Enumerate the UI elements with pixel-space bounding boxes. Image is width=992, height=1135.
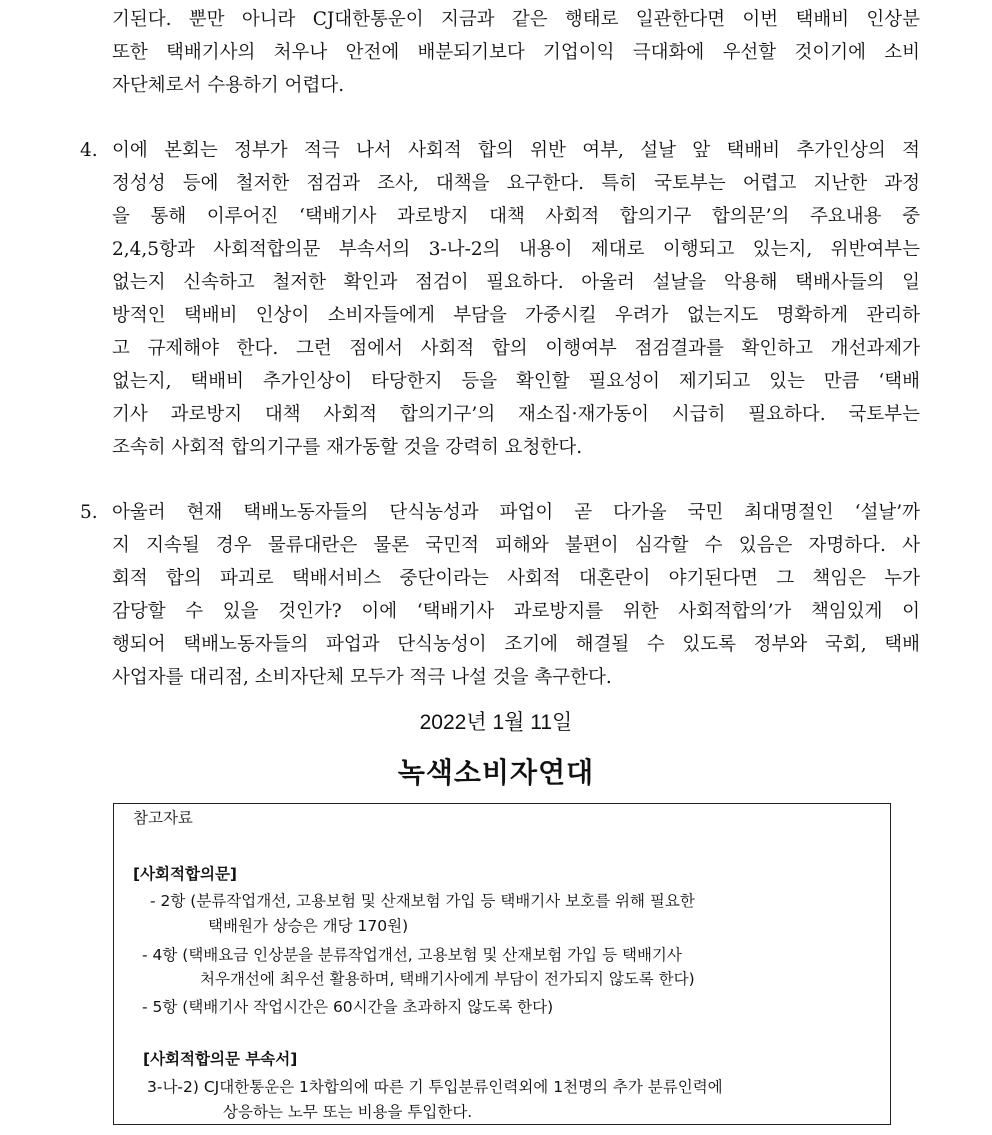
item-5-line: 사업자를 대리점, 소비자단체 모두가 적극 나설 것을 촉구한다. [112, 667, 612, 688]
reference-line: - 2항 (분류작업개선, 고용보험 및 산재보험 가입 등 택배기사 보호를 위해 필요한 [150, 892, 695, 910]
item-5-line: 감당할 수 있을 것인가? 이에 ‘택배기사 과로방지를 위한 사회적합의’가 책임있게 이 [112, 601, 920, 622]
reference-line: 처우개선에 최우선 활용하며, 택배기사에게 부담이 전가되지 않도록 한다) [200, 970, 695, 988]
item-4-line: 고 규제해야 한다. 그런 점에서 사회적 합의 이행여부 점검결과를 확인하고 개선과제가 [112, 338, 920, 359]
reference-box [113, 803, 891, 1125]
issue-date: 2022년 1월 11일 [419, 711, 573, 734]
item-4-line: 기사 과로방지 대책 사회적 합의기구’의 재소집·재가동이 시급히 필요하다. 국토부는 [112, 404, 920, 425]
item-4-line: 2,4,5항과 사회적합의문 부속서의 3-나-2의 내용이 제대로 이행되고 있는지, 위반여부는 [112, 239, 920, 260]
item-4-line: 이에 본회는 정부가 적극 나서 사회적 합의 위반 여부, 설날 앞 택배비 추가인상의 적 [112, 140, 920, 161]
organization-name: 녹색소비자연대 [397, 756, 595, 789]
body-line: 기된다. 뿐만 아니라 CJ대한통운이 지금과 같은 행태로 일관한다면 이번 택배비 인상분 [112, 9, 920, 30]
item-5-line: 회적 합의 파괴로 택배서비스 중단이라는 사회적 대혼란이 야기된다면 그 책임은 누가 [112, 568, 920, 589]
item-5-line: 행되어 택배노동자들의 파업과 단식농성이 조기에 해결될 수 있도록 정부와 국회, 택배 [112, 634, 920, 655]
section-heading: [사회적합의문] [133, 865, 238, 883]
item-4-line: 을 통해 이루어진 ‘택배기사 과로방지 대책 사회적 합의기구 합의문’의 주요내용 중 [112, 206, 920, 227]
item-4-line: 없는지, 택배비 추가인상이 타당한지 등을 확인할 필요성이 제기되고 있는 만큼 ‘택배 [112, 371, 920, 392]
item-5-line: 지 지속될 경우 물류대란은 물론 국민적 피해와 불편이 심각할 수 있음은 자명하다. 사 [112, 535, 920, 556]
reference-title: 참고자료 [133, 809, 193, 827]
item-4-line: 없는지 신속하고 철저한 확인과 점검이 필요하다. 아울러 설날을 악용해 택배사들의 일 [112, 272, 920, 293]
reference-line: - 4항 (택배요금 인상분을 분류작업개선, 고용보험 및 산재보험 가입 등 택배기사 [142, 946, 682, 964]
reference-line: 3-나-2) CJ대한통운은 1차합의에 따른 기 투입분류인력외에 1천명의 추가 분류인력에 [147, 1078, 723, 1096]
reference-line: 택배원가 상승은 개당 170원) [208, 917, 409, 935]
reference-line: 상응하는 노무 또는 비용을 투입한다. [223, 1103, 473, 1121]
section-heading: [사회적합의문 부속서] [143, 1050, 298, 1068]
item-4-line: 정성성 등에 철저한 점검과 조사, 대책을 요구한다. 특히 국토부는 어렵고 지난한 과정 [112, 173, 920, 194]
item-4-line: 방적인 택배비 인상이 소비자들에게 부담을 가중시킬 우려가 없는지도 명확하게 관리하 [112, 305, 920, 326]
reference-line: - 5항 (택배기사 작업시간은 60시간을 초과하지 않도록 한다) [142, 998, 554, 1016]
item-number: 4. [80, 140, 98, 161]
item-5-line: 아울러 현재 택배노동자들의 단식농성과 파업이 곧 다가올 국민 최대명절인 ‘설날’까 [112, 502, 920, 523]
body-line: 자단체로서 수용하기 어렵다. [112, 75, 345, 96]
item-number: 5. [80, 502, 98, 523]
body-line: 또한 택배기사의 처우나 안전에 배분되기보다 기업이익 극대화에 우선할 것이기에 소비 [112, 42, 920, 63]
item-4-line: 조속히 사회적 합의기구를 재가동할 것을 강력히 요청한다. [112, 437, 583, 458]
